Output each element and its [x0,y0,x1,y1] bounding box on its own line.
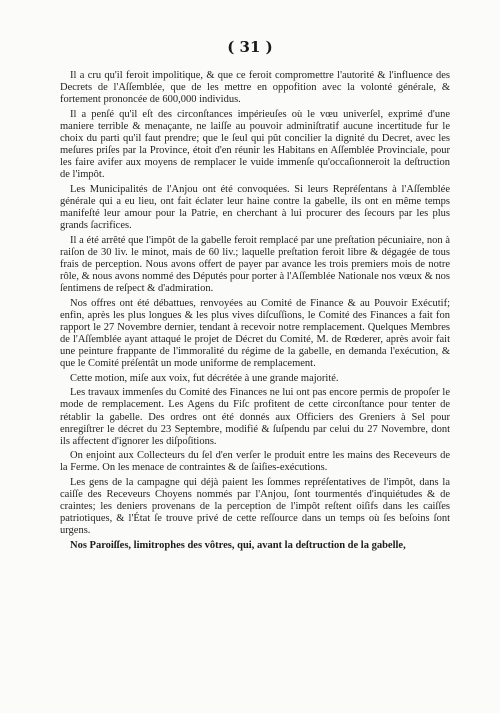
paragraph: Les travaux immenſes du Comité des Finances ne lui ont pas encore permis de propoſer le mode de remplacement. Les Agens du Fiſc profitent de cette circonſtance pour tenter de rétablir la gabelle. Des ordres ont été donnés aux Officiers des Greniers à Sel pour enregiſtrer le décret du 23 Septembre, modifié & ſuſpendu par celui du 27 Novembre, dont ils affectent d'ignorer les diſpoſitions. [60,387,450,447]
paragraph: Cette motion, miſe aux voix, fut décrétée à une grande majorité. [70,372,339,384]
page-number: ( 31 ) [227,38,273,56]
paragraph: Il a cru qu'il feroit impolitique, & que ce feroit compromettre l'autorité & l'influence des Decrets de l'Aſſemblée, que de les mettre en oppofition avec la volonté générale, & fortement prononcée de 600,000 individus. [60,70,450,106]
body-text [60,70,450,555]
paragraph: Les gens de la campagne qui déjà paient les ſommes repréſentatives de l'impôt, dans la caiſſe des Receveurs Choyens nommés par l'Anjou, ſont tourmentés d'inquiétudes & de craintes; les deniers provenans de la perception de l'impôt reſtent oiſifs dans les caiſſes patriotiques, & l'État ſe trouve privé de cette reſſource dans un temps où ſes beſoins ſont urgens. [60,477,450,537]
paragraph: On enjoint aux Collecteurs du ſel d'en verſer le produit entre les mains des Receveurs de la Ferme. On les menace de contraintes & de ſaiſies-exécutions. [60,450,450,474]
paragraph: Nos offres ont été débattues, renvoyées au Comité de Finance & au Pouvoir Exécutif; enfin, après les plus longues & les plus vives diſcuſſions, le Comité des Finances a fait fon rapport le 27 Novembre dernier, tendant à recevoir notre remplacement. Quelques Membres de l'Aſſemblée ayant attaqué le projet de Décret du Comité, M. de Rœderer, après avoir fait une peinture frappante de l'immoralité du régime de la gabelle, en demanda l'exécution, & que le Comité préſentât un mode uniforme de remplacement. [60,297,450,370]
paragraph: Il a penſé qu'il eſt des circonſtances impérieuſes où le vœu univerſel, exprimé d'une maniere terrible & menaçante, ne laiſſe au pouvoir adminiſtratif aucune incertitude fur le choix du parti qu'il faut prendre; que le ſeul qui pût concilier la dignité du Decret, avec les meſures priſes par la Province, étoit d'en réunir les Habitans en Aſſemblée Provinciale, pour les faire avifer aux moyens de remplacer le vuide immenſe qu'occaſionneroit la deſtruction de l'impôt. [60,108,450,181]
paragraph: Les Municipalités de l'Anjou ont été convoquées. Si leurs Repréſentans à l'Aſſemblée générale qui a eu lieu, ont fait éclater leur haine contre la gabelle, ils ont en même temps manifeſté leur amour pour la Patrie, en cherchant à lui procurer des ſecours par les plus grands ſacrifices. [60,183,450,232]
paragraph: Il a été arrêté que l'impôt de la gabelle feroit remplacé par une preſtation pécuniaire, non à raiſon de 30 liv. le minot, mais de 60 liv.; laquelle preſtation feroit libre & dégagée de tous frais de perception. Nous avons offert de payer par avance les trois premiers mois de notre rôle, & nous avons nommé des Députés pour porter à l'Aſſemblée Nationale nos vœux & nos ſentimens de reſpect & d'admiration. [60,234,450,295]
paragraph: Nos Paroiſſes, limitrophes des vôtres, qui, avant la deſtruction de la gabelle, [70,539,406,551]
